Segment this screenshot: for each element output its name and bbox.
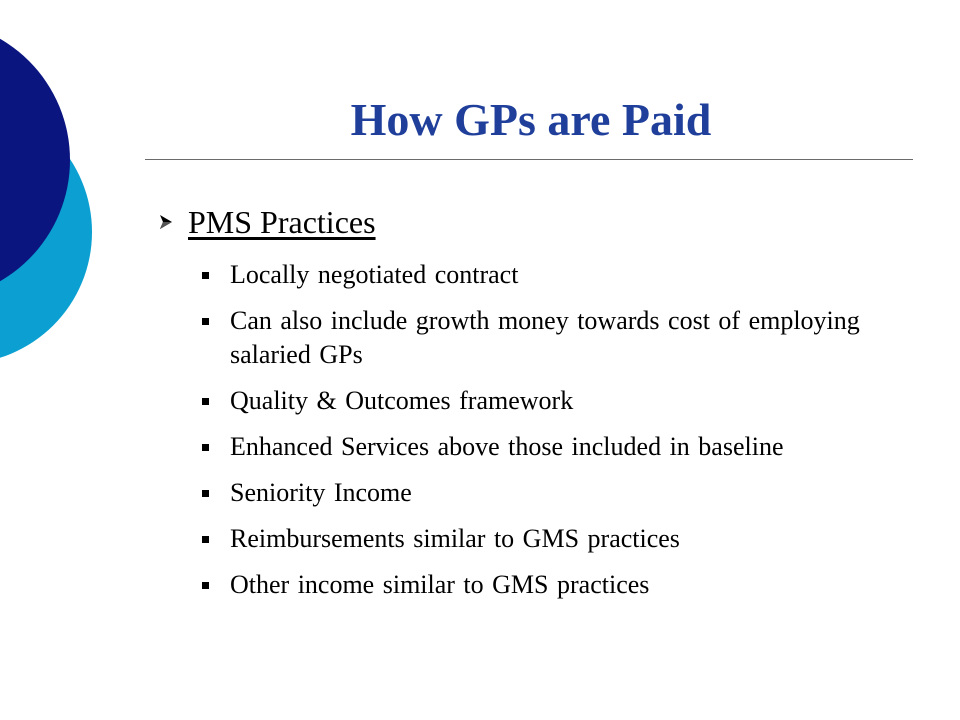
list-item [202,476,860,510]
square-bullet-icon [202,444,209,451]
list-item [202,258,860,292]
list-item-text: Enhanced Services above those included in baseline [230,432,784,461]
square-bullet-icon [202,490,209,497]
list-item-text: Locally negotiated contract [230,260,519,289]
square-bullet-icon [202,318,209,325]
decorative-circles [0,0,160,400]
list-item [202,568,860,602]
bullet-list [160,258,860,602]
list-item [202,304,860,372]
square-bullet-icon [202,582,209,589]
section-heading [160,200,860,244]
arrow-right-icon [160,215,172,229]
title-divider [145,159,913,160]
section-heading-text: PMS Practices [188,204,376,240]
list-item [202,522,860,556]
list-item-text: Other income similar to GMS practices [230,570,650,599]
list-item-text: Seniority Income [230,478,412,507]
list-item-text: Quality & Outcomes framework [230,386,574,415]
square-bullet-icon [202,398,209,405]
page-title: How GPs are Paid [350,94,712,145]
slide-content [160,200,860,614]
list-item-text: Can also include growth money towards cost of employing salaried GPs [230,306,860,369]
list-item [202,430,860,464]
square-bullet-icon [202,536,209,543]
list-item [202,384,860,418]
square-bullet-icon [202,272,209,279]
list-item-text: Reimbursements similar to GMS practices [230,524,680,553]
